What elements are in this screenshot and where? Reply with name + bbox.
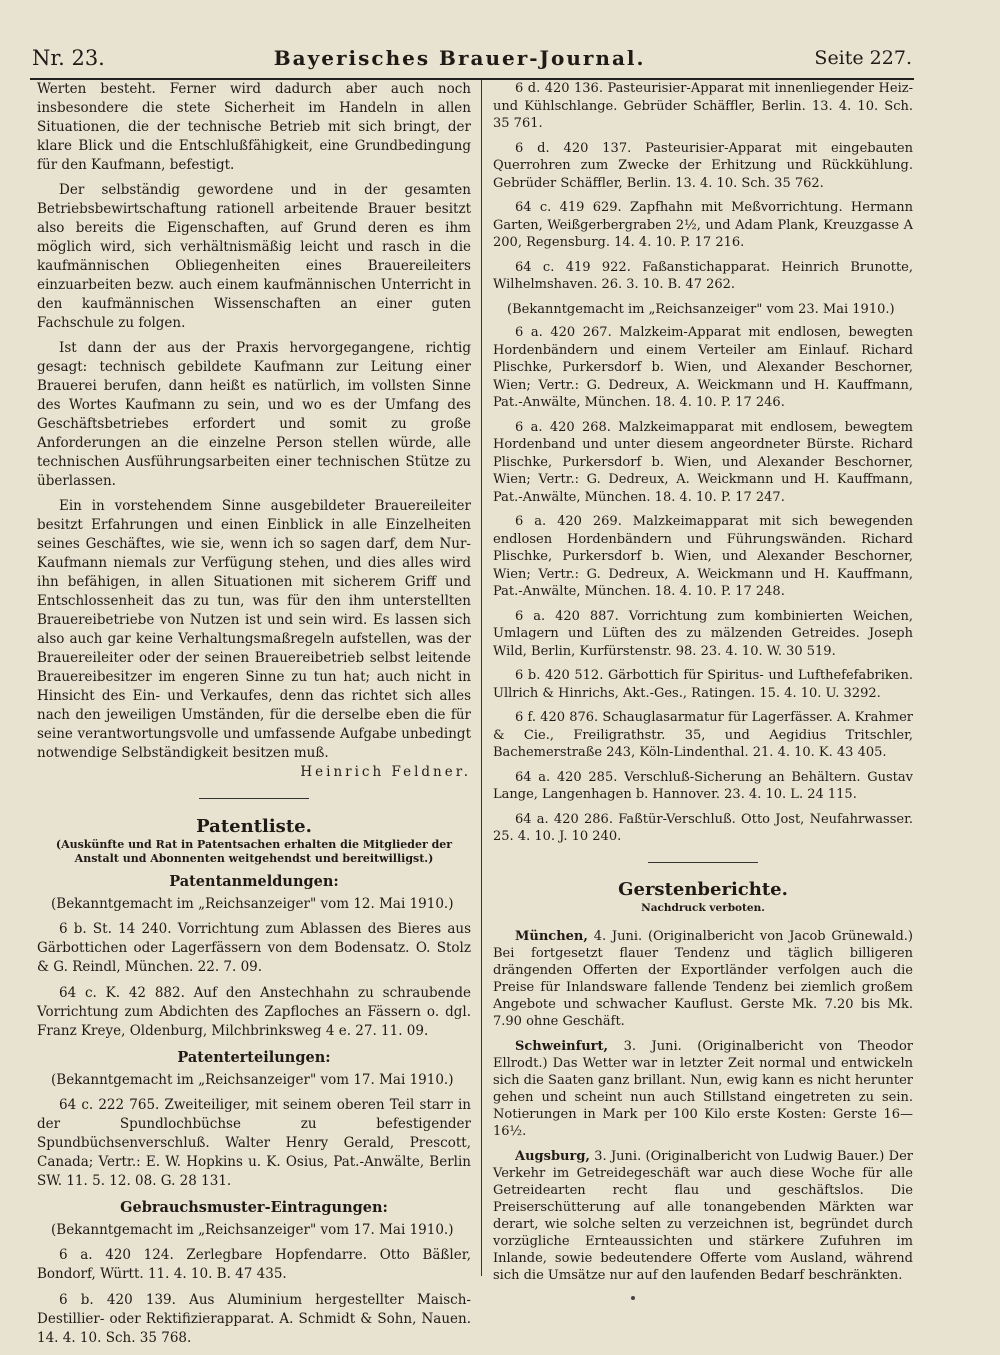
patent-list-title: Patentliste. (196, 816, 312, 837)
announcement-line: (Bekanntgemacht im „Reichsanzeiger" vom 17. Mai 1910.) (51, 1072, 454, 1088)
utility-model-entry: 64 a. 420 285. Verschluß-Sicherung an Behältern. Gustav Lange, Langenhagen b. Hannover. 23. 4. 10. L. 24 115. (493, 769, 913, 802)
utility-model-entry: 6 a. 420 267. Malzkeim-Apparat mit endlosen, bewegten Hordenbändern und einem Verteiler am Einlauf. Richard Plischke, Purkersdorf b. Wien, und Alexander Beschorner, Wien; Vertr.: G. Dedreux, A. Weickmann und H. Kauffmann, Pat.-Anwälte, München. 18. 4. 10. P. 17 246. (493, 325, 913, 410)
article-paragraph: Der selbständig gewordene und in der gesamten Betriebsbewirtschaftung rationell arbeitende Brauer besitzt also bereits die Eigenschaften, auf Grund deren es ihm möglich wird, sich verhältnismäßig leicht und rasch in die kaufmännischen Obliegenheiten eines Brauereileiters einzuarbeiten bezw. auch einem kaufmännischen Unterricht in den kaufmännischen Wissenschaften an einer guten Fachschule zu folgen. (37, 182, 471, 331)
utility-model-entry: 6 a. 420 268. Malzkeimapparat mit endlosem, bewegtem Hordenband und unter diesem angeordneter Bürste. Richard Plischke, Purkersdorf b. Wien, und Alexander Beschorner, Wien; Vertr.: G. Dedreux, A. Weickmann und H. Kauffmann, Pat.-Anwälte, München. 18. 4. 10. P. 17 247. (493, 419, 913, 505)
announcement-line: (Bekanntgemacht im „Reichsanzeiger" vom 17. Mai 1910.) (51, 1222, 454, 1238)
article-paragraph: Werten besteht. Ferner wird dadurch aber auch noch insbesondere die stete Sicherheit im Handeln in allen Situationen, die der technische Betrieb mit sich bringt, der klare Blick und die Entschlußfähigkeit, eine Grundbedingung für den Kaufmann, befestigt. (37, 81, 471, 173)
market-report (493, 1038, 913, 1140)
announcement-line: (Bekanntgemacht im „Reichsanzeiger" vom 12. Mai 1910.) (51, 896, 454, 912)
utility-model-entry: 6 a. 420 887. Vorrichtung zum kombinierten Weichen, Umlagern und Lüften des zu mälzenden Getreides. Joseph Wild, Berlin, Kurfürstenstr. 98. 23. 4. 10. W. 30 519. (493, 608, 913, 659)
utility-model-entry: 64 c. 419 922. Faßanstichapparat. Heinrich Brunotte, Wilhelmshaven. 26. 3. 10. B. 47 262. (493, 259, 913, 292)
utility-model-entry: 6 f. 420 876. Schauglasarmatur für Lagerfässer. A. Krahmer & Cie., Freiligrathstr. 35, und Aegidius Tritschler, Bachemerstraße 243, Köln-Lindenthal. 21. 4. 10. K. 43 405. (493, 710, 913, 760)
page-header (32, 40, 912, 76)
report-text: 3. Juni. (Originalbericht von Ludwig Bauer.) Der Verkehr im Getreidegeschäft war auch diese Woche für alle Getreidearten recht flau und geschäftslos. Die Preiserschütterung auf alle tonangebenden Märkten war derart, wie solche selten zu verzeichnen ist, begründet durch vorzügliche Ernteaussichten und stärkere Zufuhren im Inlande, sowie bedeutendere Offerte vom Ausland, während sich die Umsätze nur auf den laufenden Bedarf beschränkten. (493, 1148, 913, 1283)
patent-entry: 64 c. 222 765. Zweiteiliger, mit seinem oberen Teil starr in der Spundlochbüchse zu befestigender Spundbüchsenverschluß. Walter Henry Gerald, Prescott, Canada; Vertr.: E. W. Hopkins u. K. Osius, Pat.-Anwälte, Berlin SW. 11. 5. 12. 08. G. 28 131. (37, 1097, 471, 1189)
patent-entry: 6 b. St. 14 240. Vorrichtung zum Ablassen des Bieres aus Gärbottichen oder Lagerfässern von dem Bodensatz. O. Stolz & G. Reindl, München. 22. 7. 09. (37, 921, 471, 975)
article-paragraph: Ein in vorstehendem Sinne ausgebildeter Brauereileiter besitzt Erfahrungen und einen Einblick in alle Einzelheiten seines Geschäftes, wie sie, wenn ich so sagen darf, dem Nur-Kaufmann niemals zur Verfügung stehen, und dies alles wird ihn befähigen, in allen Situationen mit sicherem Griff und Entschlossenheit das zu tun, was für den ihm unterstellten Brauereibetriebe von Nutzen ist und sein wird. Es lassen sich also auch gar keine Verhaltungsmaßregeln aufstellen, was der Brauereileiter oder der seinen Brauereibetrieb selbst leitende Brauereibesitzer im engeren Sinne zu tun hat; auch nicht in Hinsicht des Ein- und Verkaufes, denn das richtet sich alles nach den jeweiligen Umständen, für die derselbe eben die für seine verantwortungsvolle und umfassende Aufgabe unbedingt notwendige Selbständigkeit besitzen muß. (37, 498, 471, 761)
utility-model-entry: 6 a. 420 269. Malzkeimapparat mit sich bewegenden endlosen Hordenbändern und Führungswänden. Richard Plischke, Purkersdorf b. Wien, und Alexander Beschorner, Wien; Vertr.: G. Dedreux, A. Weickmann und H. Kauffmann, Pat.-Anwälte, München. 18. 4. 10. P. 17 248. (493, 514, 913, 599)
announcement-line: (Bekanntgemacht im „Reichsanzeiger" vom 23. Mai 1910.) (507, 301, 895, 317)
right-column (493, 80, 913, 1292)
report-city: Schweinfurt, (515, 1038, 609, 1054)
utility-model-entry: 64 a. 420 286. Faßtür-Verschluß. Otto Jost, Neufahrwasser. 25. 4. 10. J. 10 240. (493, 811, 913, 844)
reprint-notice: Nachdruck verboten. (641, 902, 765, 914)
report-text: 3. Juni. (Originalbericht von Theodor Ellrodt.) Das Wetter war in letzter Zeit normal und entwickeln sich die Saaten ganz brillant. Nun, ewig kann es nicht herunter gehen und scheint nun auch Stillstand eingetreten zu sein. Notierungen in Mark per 100 Kilo erste Kosten: Gerste 16—16½. (493, 1038, 913, 1139)
utility-model-entry: 6 b. 420 512. Gärbottich für Spiritus- und Lufthefefabriken. Ullrich & Hinrichs, Akt.-Ges., Ratingen. 15. 4. 10. U. 3292. (493, 668, 913, 701)
market-report (493, 1148, 913, 1284)
patent-list-note: (Auskünfte und Rat in Patentsachen erhalten die Mitglieder der Anstalt und Abonnenten weitgehendst und bereitwilligst.) (55, 838, 453, 865)
utility-model-entry: 6 b. 420 139. Aus Aluminium hergestellter Maisch-Destillier- oder Rektifizierapparat. A. Schmidt & Sohn, Nauen. 14. 4. 10. Sch. 35 768. (37, 1292, 471, 1346)
issue-number: Nr. 23. (32, 46, 105, 70)
report-city: Augsburg, (515, 1148, 590, 1164)
print-speck (631, 1296, 635, 1300)
section-divider (648, 862, 758, 863)
utility-model-entry: 64 c. 419 629. Zapfhahn mit Meßvorrichtung. Hermann Garten, Weißgerbergraben 2½, und Adam Plank, Kreuzgasse A 200, Regensburg. 14. 4. 10. P. 17 216. (493, 200, 913, 250)
section-divider (199, 798, 309, 799)
patent-grants-heading: Patenterteilungen: (177, 1049, 331, 1066)
barley-reports-title: Gerstenberichte. (618, 878, 788, 900)
journal-title: Bayerisches Brauer-Journal. (273, 46, 646, 70)
left-column (37, 80, 471, 1355)
report-city: München, (515, 928, 588, 944)
patent-applications-heading: Patentanmeldungen: (169, 873, 339, 890)
report-text: 4. Juni. (Originalbericht von Jacob Grünewald.) Bei fortgesetzt flauer Tendenz und täglich billigeren drängenden Offerten der Exportländer verfolgen auch die Preise für Inlandsware fallende Tendenz bei ziemlich großem Angebote und schwacher Kauflust. Gerste Mk. 7.20 bis Mk. 7.90 ohne Geschäft. (493, 928, 913, 1029)
author-signature: Heinrich Feldner. (300, 764, 471, 780)
column-divider (481, 80, 482, 1276)
patent-entry: 64 c. K. 42 882. Auf den Anstechhahn zu schraubende Vorrichtung zum Abdichten des Zapfloches an Fässern o. dgl. Franz Kreye, Oldenburg, Milchbrinksweg 4 e. 27. 11. 09. (37, 985, 471, 1039)
page-number: Seite 227. (814, 47, 912, 69)
market-report (493, 928, 913, 1030)
utility-models-heading: Gebrauchsmuster-Eintragungen: (120, 1199, 388, 1216)
utility-model-entry: 6 d. 420 136. Pasteurisier-Apparat mit innenliegender Heiz- und Kühlschlange. Gebrüder Schäffler, Berlin. 13. 4. 10. Sch. 35 761. (493, 81, 913, 131)
utility-model-entry: 6 a. 420 124. Zerlegbare Hopfendarre. Otto Bäßler, Bondorf, Württ. 11. 4. 10. B. 47 435. (37, 1247, 471, 1282)
article-paragraph: Ist dann der aus der Praxis hervorgegangene, richtig gesagt: technisch gebildete Kaufmann zur Leitung einer Brauerei berufen, dann heißt es natürlich, im vollsten Sinne des Wortes Kaufmann zu sein, und wo es der Umfang des Geschäftsbetriebes erfordert und somit zu große Anforderungen an die einzelne Person stellen würde, alle technischen Ausführungsarbeiten einer technischen Stütze zu überlassen. (37, 340, 471, 489)
utility-model-entry: 6 d. 420 137. Pasteurisier-Apparat mit eingebauten Querrohren zum Zwecke der Erhitzung und Rückkühlung. Gebrüder Schäffler, Berlin. 13. 4. 10. Sch. 35 762. (493, 140, 913, 191)
